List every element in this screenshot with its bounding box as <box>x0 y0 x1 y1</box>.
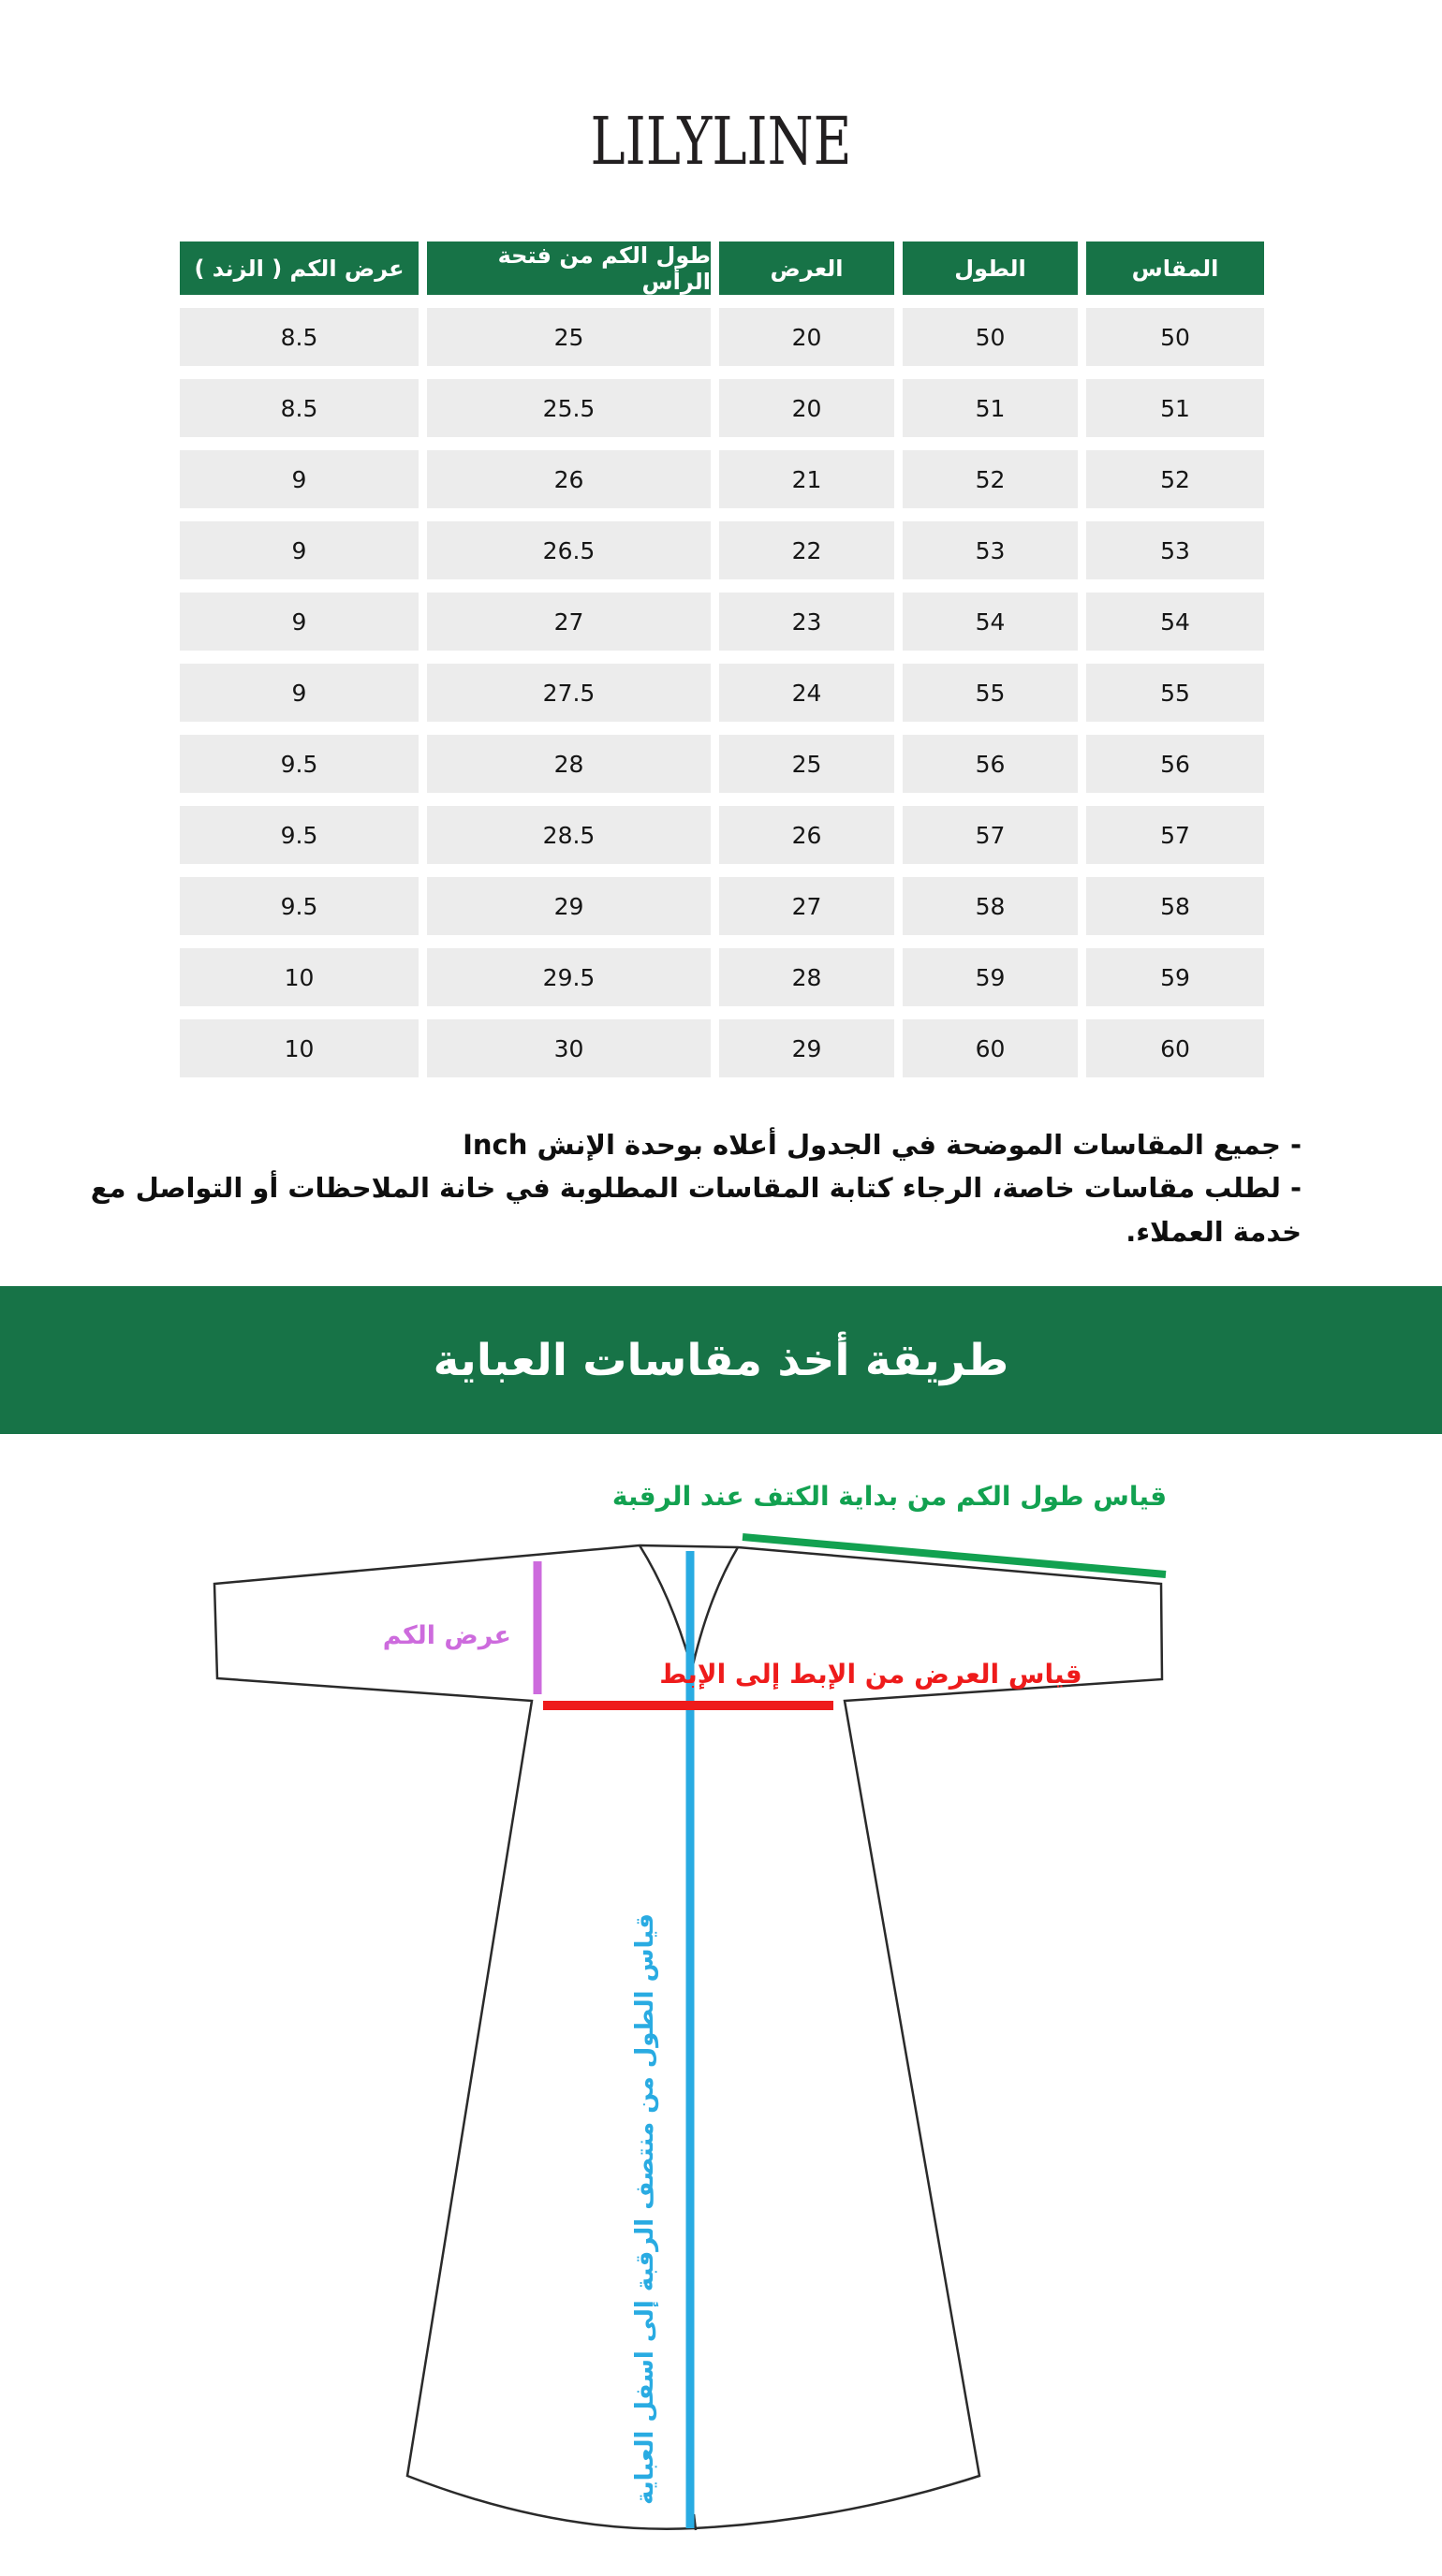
table-header-cell: عرض الكم ( الزند ) <box>180 242 419 295</box>
table-cell: 28 <box>719 948 894 1006</box>
note-custom-sizes: - لطلب مقاسات خاصة، الرجاء كتابة المقاسات المطلوبة في خانة الملاحظات أو التواصل مع خدمة العملاء. <box>90 1172 1302 1248</box>
size-table <box>180 242 1264 1077</box>
table-cell: 23 <box>719 593 894 651</box>
length-label: قياس الطول من منتصف الرقبة إلى اسفل العباية <box>631 1913 659 2505</box>
table-cell: 51 <box>1086 379 1264 437</box>
table-cell: 58 <box>1086 877 1264 935</box>
table-header-cell: العرض <box>719 242 894 295</box>
table-cell: 60 <box>903 1019 1078 1077</box>
table-header-cell: الطول <box>903 242 1078 295</box>
table-cell: 9.5 <box>180 735 419 793</box>
abaya-measurement-diagram <box>0 1442 1442 2576</box>
table-cell: 50 <box>903 308 1078 366</box>
table-cell: 21 <box>719 450 894 508</box>
table-cell: 20 <box>719 308 894 366</box>
table-cell: 25 <box>719 735 894 793</box>
note-units: - جميع المقاسات الموضحة في الجدول أعلاه بوحدة الإنش Inch <box>463 1129 1302 1161</box>
table-cell: 25 <box>427 308 711 366</box>
table-cell: 26 <box>719 806 894 864</box>
table-cell: 56 <box>903 735 1078 793</box>
table-cell: 53 <box>1086 521 1264 579</box>
table-cell: 53 <box>903 521 1078 579</box>
table-cell: 27.5 <box>427 664 711 722</box>
table-cell: 54 <box>1086 593 1264 651</box>
table-cell: 9 <box>180 521 419 579</box>
table-cell: 54 <box>903 593 1078 651</box>
table-cell: 29.5 <box>427 948 711 1006</box>
table-cell: 20 <box>719 379 894 437</box>
measurement-banner <box>0 1286 1442 1434</box>
table-cell: 9 <box>180 450 419 508</box>
table-cell: 30 <box>427 1019 711 1077</box>
table-cell: 26 <box>427 450 711 508</box>
table-cell: 9 <box>180 593 419 651</box>
measurement-banner-title: طريقة أخذ مقاسات العباية <box>433 1334 1009 1386</box>
brand-logo: LILYLINE <box>590 103 852 180</box>
table-cell: 55 <box>903 664 1078 722</box>
table-cell: 8.5 <box>180 379 419 437</box>
table-cell: 55 <box>1086 664 1264 722</box>
table-cell: 50 <box>1086 308 1264 366</box>
sleeve-length-measure-line <box>743 1537 1166 1574</box>
table-header-cell: المقاس <box>1086 242 1264 295</box>
size-notes <box>56 1123 1302 1253</box>
table-cell: 59 <box>1086 948 1264 1006</box>
table-cell: 24 <box>719 664 894 722</box>
table-cell: 9.5 <box>180 806 419 864</box>
table-cell: 9.5 <box>180 877 419 935</box>
table-cell: 10 <box>180 948 419 1006</box>
table-cell: 58 <box>903 877 1078 935</box>
table-cell: 57 <box>903 806 1078 864</box>
table-header-cell: طول الكم من فتحة الرأس <box>427 242 711 295</box>
table-cell: 29 <box>719 1019 894 1077</box>
table-cell: 52 <box>903 450 1078 508</box>
table-cell: 8.5 <box>180 308 419 366</box>
table-cell: 27 <box>719 877 894 935</box>
table-cell: 22 <box>719 521 894 579</box>
table-cell: 9 <box>180 664 419 722</box>
table-cell: 28 <box>427 735 711 793</box>
table-cell: 25.5 <box>427 379 711 437</box>
table-cell: 52 <box>1086 450 1264 508</box>
sleeve-width-label: عرض الكم <box>382 1621 511 1650</box>
chest-width-label: قياس العرض من الإبط إلى الإبط <box>659 1659 1082 1690</box>
table-cell: 57 <box>1086 806 1264 864</box>
table-cell: 56 <box>1086 735 1264 793</box>
table-cell: 51 <box>903 379 1078 437</box>
table-cell: 27 <box>427 593 711 651</box>
table-cell: 26.5 <box>427 521 711 579</box>
table-cell: 29 <box>427 877 711 935</box>
table-cell: 59 <box>903 948 1078 1006</box>
sleeve-length-label: قياس طول الكم من بداية الكتف عند الرقبة <box>611 1481 1168 1512</box>
table-cell: 60 <box>1086 1019 1264 1077</box>
table-cell: 10 <box>180 1019 419 1077</box>
table-cell: 28.5 <box>427 806 711 864</box>
